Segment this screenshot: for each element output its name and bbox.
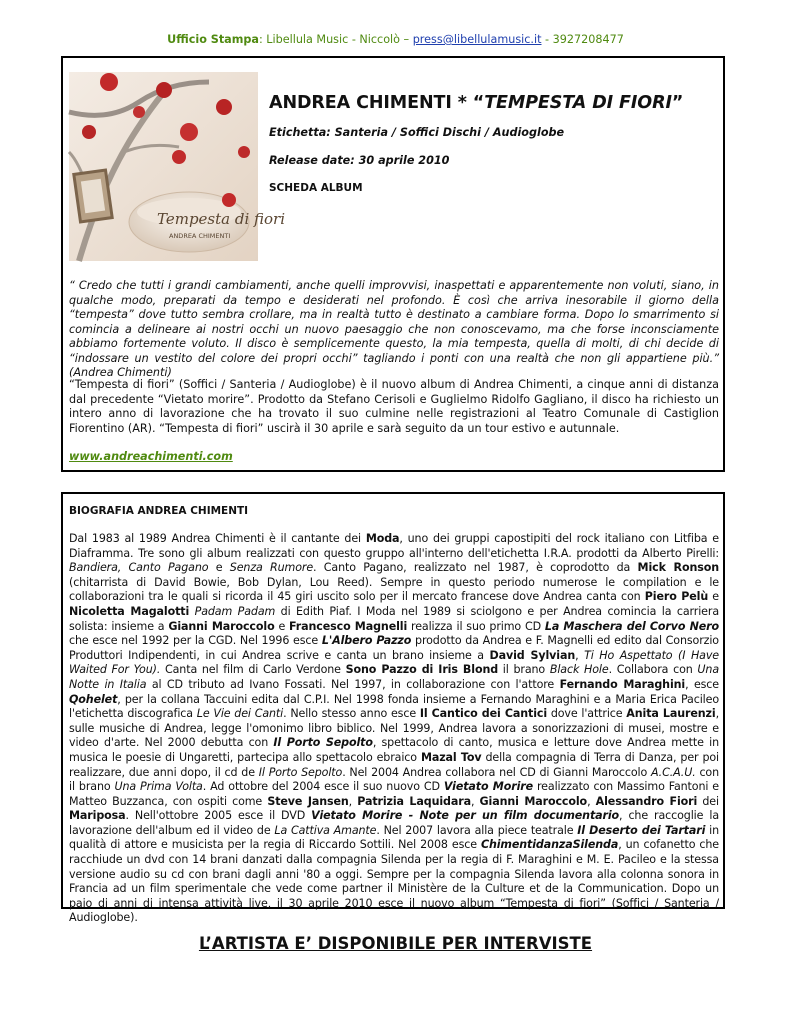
biography-segment: Il Porto Sepolto <box>258 765 343 779</box>
biography-segment: L'Albero Pazzo <box>321 634 412 648</box>
section-title-album-sheet: SCHEDA ALBUM <box>269 182 363 194</box>
biography-segment: e <box>208 561 230 575</box>
biography-segment: (chitarrista di David Bowie, Bob Dylan, Lou Reed). Sempre in questo periodo numerose le compilation e le collaborazioni tra le quali si ricorda il 45 giri uscito solo per il mercato francese dove Andrea canta con <box>69 575 719 604</box>
biography-segment: . Ad ottobre del 2004 esce il suo nuovo CD <box>202 780 444 794</box>
artist-quote: “ Credo che tutti i grandi cambiamenti, anche quelli improvvisi, inaspettati e apparentemente non voluti, siano, in qualche modo, preparati da tempo e desiderati nel profondo. È così che arriva inesorabile il giorno della “tempesta” dove tutto sembra crollare, ma in realtà tutto è destinato a cambiare forma. Dopo lo smarrimento si comincia a delineare ai nostri occhi un nuovo paesaggio che non conoscevamo, ma che forse inconsciamente abbiamo fortemente voluto. Il disco è semplicemente questo, la mia tempesta, quella di molti, di chi decide di “indossare un vestito del colore dei propri occhi” tagliando i ponti con una realtà che non gli appartiene più.” (Andrea Chimenti) <box>69 279 719 379</box>
biography-segment: Piero Pelù <box>644 590 709 604</box>
biography-segment: realizzato con Massimo Fantoni e Matteo Buzzanca, con ospiti come <box>69 780 719 808</box>
biography-segment: Il Deserto dei Tartari <box>577 823 706 837</box>
biography-segment: Steve Jansen <box>267 794 349 808</box>
press-office-header <box>0 33 791 46</box>
biography-segment: Vietato Morire - Note per un film documentario <box>311 809 620 823</box>
biography-segment: . Canto Pagano, realizzato nel 1987, è coprodotto da <box>313 561 638 575</box>
biography-segment: Mick Ronson <box>637 561 719 575</box>
biography-segment: Sono Pazzo di Iris Blond <box>345 663 499 677</box>
biography-segment: Patrizia Laquidara <box>357 794 471 808</box>
record-label: Etichetta: Santeria / Soffici Dischi / Audioglobe <box>269 126 565 139</box>
biography-heading: BIOGRAFIA ANDREA CHIMENTI <box>69 505 249 517</box>
biography-text <box>69 532 719 926</box>
album-title <box>269 93 683 113</box>
press-email-link[interactable]: press@libellulamusic.it <box>412 33 542 46</box>
cover-artist-text: ANDREA CHIMENTI <box>169 232 231 240</box>
biography-segment: prodotto da Andrea e F. Magnelli ed edito dal Consorzio Produttori Indipendenti, in cui Andrea scrive e canta un brano insieme a <box>69 634 719 662</box>
biography-segment: Il Porto Sepolto <box>273 736 373 750</box>
press-office-contact: : Libellula Music - Niccolò – <box>258 33 413 46</box>
biography-segment: La Cattiva Amante <box>274 823 377 837</box>
biography-segment: e <box>274 619 290 633</box>
biography-segment: Padam Padam <box>194 604 276 618</box>
biography-segment: , che raccoglie la lavorazione dell'album ed il video de <box>69 809 719 837</box>
album-sheet-box <box>61 56 725 472</box>
cover-title-text: Tempesta di fiori <box>157 210 286 228</box>
biography-segment: , <box>348 794 358 808</box>
biography-segment: La Maschera del Corvo Nero <box>544 619 719 633</box>
press-office-label: Ufficio Stampa <box>167 33 259 46</box>
biography-segment: Black Hole <box>549 663 609 677</box>
biography-segment: , <box>470 794 480 808</box>
biography-segment: Nicoletta Magalotti <box>69 604 190 618</box>
biography-segment: , esce <box>685 677 719 691</box>
release-date: Release date: 30 aprile 2010 <box>269 154 450 167</box>
biography-segment: Una Notte in Italia <box>69 663 719 691</box>
biography-segment: . Nell'ottobre 2005 esce il DVD <box>125 809 312 823</box>
biography-segment: in qualità di attore e musicista per la regia di Riccardo Sottili. Nel 2008 esce <box>69 823 719 852</box>
biography-segment: . Collabora con <box>608 663 698 677</box>
biography-segment: realizza il suo primo CD <box>407 619 545 633</box>
biography-segment: , <box>587 794 596 808</box>
interview-availability-notice: L’ARTISTA E’ DISPONIBILE PER INTERVISTE <box>198 934 593 953</box>
biography-segment: A.C.A.U. <box>651 765 696 779</box>
biography-segment: , spettacolo di canto, musica e letture dove Andrea mette in musica le poesie di Ungaretti, partecipa allo spettacolo ebraico <box>69 736 719 764</box>
biography-segment: . Nel 2007 lavora alla piece teatrale <box>376 823 578 837</box>
biography-segment: Vietato Morire <box>443 780 534 794</box>
biography-segment: , uno dei gruppi capostipiti del rock italiano con Litfiba e Diaframma. Tre sono gli album realizzati con questo gruppo all'interno dell'etichetta I.R.A. prodotti da Alberto Pirelli: <box>69 532 719 560</box>
biography-segment: Canta nel film di Carlo Verdone <box>160 663 346 677</box>
biography-segment: Alessandro Fiori <box>595 794 698 808</box>
biography-segment: Senza Rumore <box>229 561 314 575</box>
biography-segment: della compagnia di Terra di Danza, per poi realizzare, due anni dopo, il cd de <box>69 750 720 779</box>
biography-segment: . Nello stesso anno esce <box>283 707 420 721</box>
biography-segment: . Nel 2004 Andrea collabora nel CD di Gianni Maroccolo <box>342 765 651 779</box>
biography-segment: il brano <box>498 663 550 677</box>
biography-segment: Mariposa <box>69 809 126 823</box>
album-description: “Tempesta di fiori” (Soffici / Santeria / Audioglobe) è il nuovo album di Andrea Chimenti, a cinque anni di distanza dal precedente “Vietato morire”. Prodotto da Stefano Cerisoli e Guglielmo Ridolfo Gagliano, il disco ha richiesto un intero anno di lavorazione che ha trovato il suo culmine nelle registrazioni al Teatro Comunale di Castiglion Fiorentino (AR). “Tempesta di fiori” uscirà il 30 aprile e sarà seguito da un tour estivo e autunnale. <box>69 378 719 435</box>
biography-segment: dei <box>697 794 719 808</box>
biography-segment: che esce nel 1992 per la CGD. Nel 1996 esce <box>69 634 322 648</box>
biography-segment: Qohelet <box>69 692 118 706</box>
biography-segment: , un cofanetto che racchiude un dvd con 14 brani danzati dalla compagnia Silenda per la regia di F. Maraghini e M. E. Pacileo e la stessa versione audio su cd con brani dagli anni '80 a oggi. Sempre per la compagnia Silenda lavora alla colonna sonora in Francia ad un film sperimentale che vede come partner il Ministère de la Culture et de la Communication. Dopo un paio di anni di intensa attività live, il 30 aprile 2010 esce il nuovo album “Tempesta di fiori” (Soffici / Santeria / Audioglobe). <box>69 838 719 925</box>
biography-box <box>61 492 725 925</box>
biography-segment: Le Vie dei Canti <box>196 707 284 721</box>
biography-segment: Bandiera, Canto Pagano <box>69 561 209 575</box>
press-phone: - 3927208477 <box>541 33 624 46</box>
biography-segment: Una Prima Volta <box>114 780 203 794</box>
biography-segment: Gianni Maroccolo <box>479 794 588 808</box>
biography-segment: Mazal Tov <box>420 750 482 764</box>
biography-segment: Dal 1983 al 1989 Andrea Chimenti è il cantante dei <box>69 532 366 545</box>
biography-segment: , sulle musiche di Andrea, legge l'omonimo libro biblico. Nel 1999, Andrea lavora a sonorizzazioni di musei, mostre e video d'arte. Nel 2000 debutta con <box>69 707 719 750</box>
album-name: TEMPESTA DI FIORI <box>484 93 672 113</box>
website-link[interactable]: www.andreachimenti.com <box>69 450 233 463</box>
biography-segment: Francesco Magnelli <box>289 619 408 633</box>
biography-segment: con il brano <box>69 765 719 794</box>
biography-segment: Moda <box>365 532 400 545</box>
biography-segment: ChimentidanzaSilenda <box>480 838 619 852</box>
artist-name: ANDREA CHIMENTI * “ <box>269 93 485 113</box>
biography-segment: Il Cantico dei Cantici <box>419 707 548 721</box>
biography-segment: Ti Ho Aspettato (I Have Waited For You). <box>69 648 719 677</box>
biography-segment: Anita Laurenzi <box>626 707 716 721</box>
biography-segment: David Sylvian <box>489 648 576 662</box>
biography-segment: di Edith Piaf. I Moda nel 1989 si sciolgono e per Andrea comincia la carriera solista: insieme a <box>69 604 719 633</box>
biography-segment: Fernando Maraghini <box>559 677 686 691</box>
album-title-close-quote: ” <box>671 93 684 113</box>
biography-segment: , per la collana Taccuini edita dal C.P.I. Nel 1998 fonda insieme a Fernando Maraghini e a Maria Erica Pacileo l'etichetta discografica <box>69 692 719 721</box>
biography-segment: e <box>708 590 719 604</box>
biography-segment: , <box>575 648 585 662</box>
biography-segment: dove l'attrice <box>547 707 627 721</box>
biography-segment: Gianni Maroccolo <box>168 619 275 633</box>
album-cover-image <box>69 72 286 261</box>
biography-segment: al CD tributo ad Ivano Fossati. Nel 1997, in collaborazione con l'attore <box>146 677 560 691</box>
